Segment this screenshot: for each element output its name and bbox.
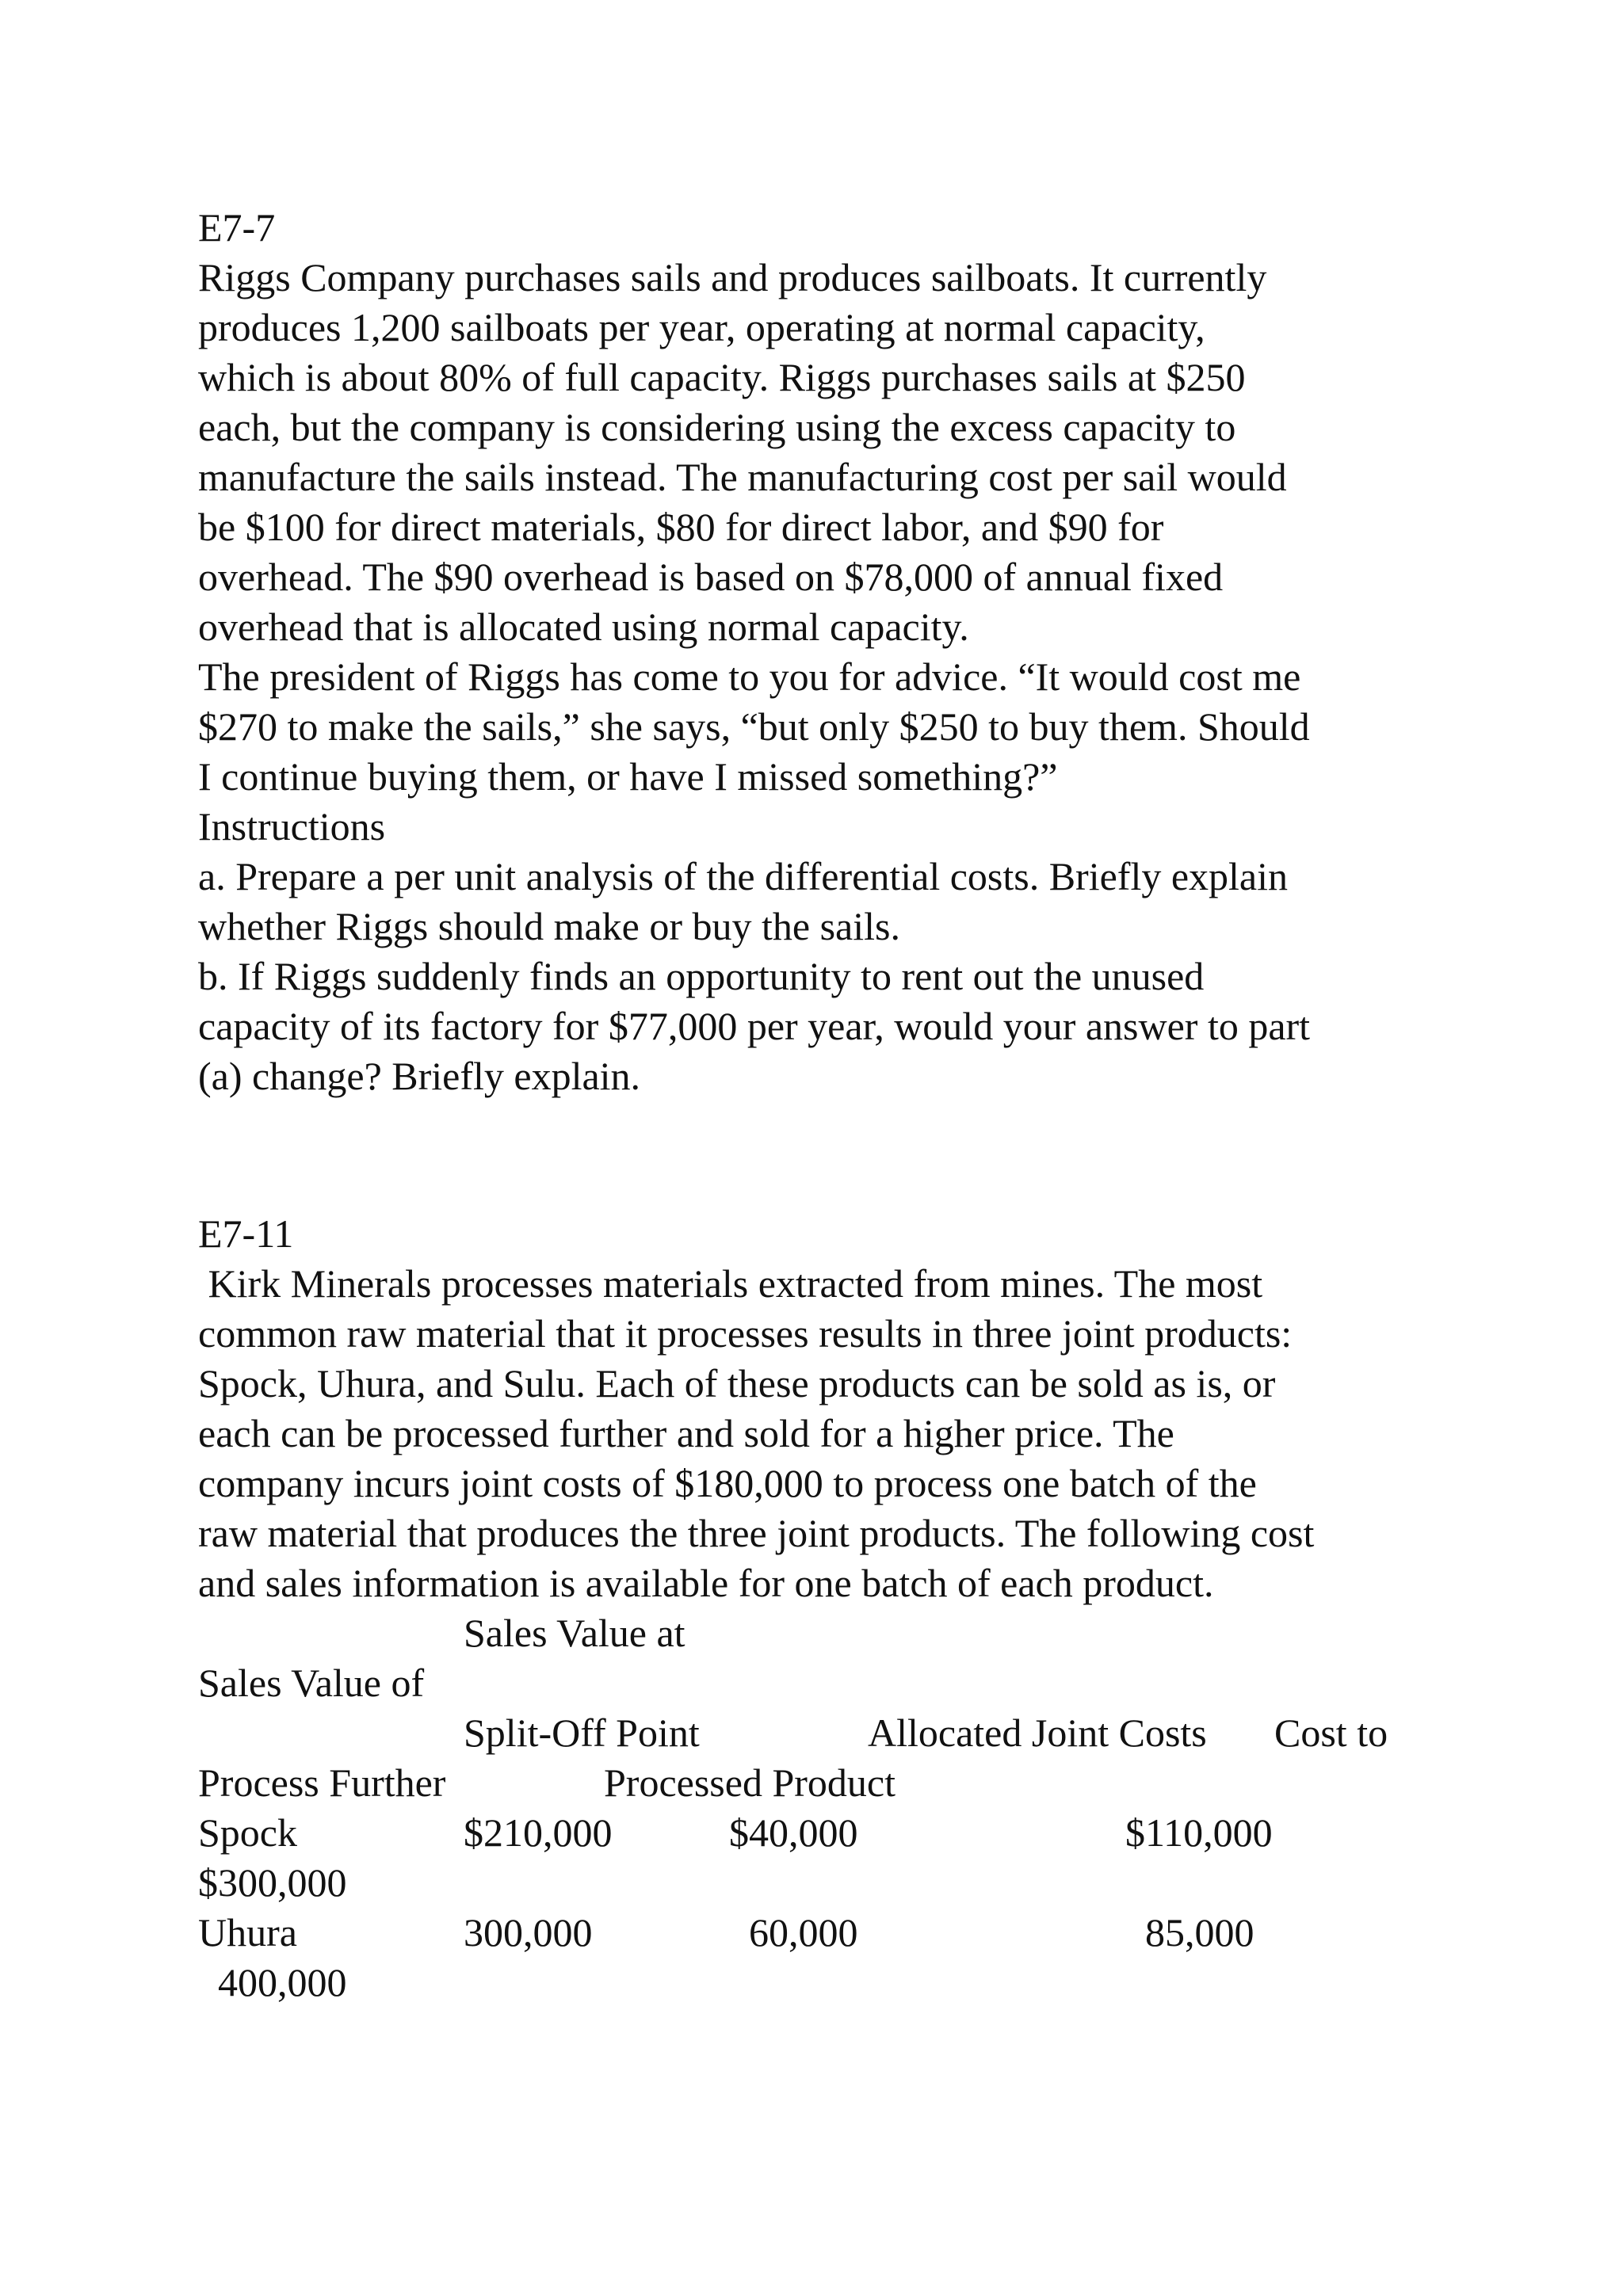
processed-value: $300,000 <box>198 1860 347 1905</box>
instruction-line: capacity of its factory for $77,000 per year, would your answer to part <box>198 1004 1311 1048</box>
column-header: Sales Value at <box>464 1611 685 1655</box>
paragraph-line: each, but the company is considering using the excess capacity to <box>198 405 1236 449</box>
instructions-heading: Instructions <box>198 804 386 849</box>
split-off-value: $210,000 <box>464 1810 613 1855</box>
column-header: Sales Value of <box>198 1661 425 1705</box>
column-header: Split-Off Point <box>464 1711 700 1755</box>
instruction-line: a. Prepare a per unit analysis of the differential costs. Briefly explain <box>198 854 1288 898</box>
column-header: Process Further <box>198 1760 446 1805</box>
column-header: Cost to <box>1274 1711 1388 1755</box>
split-off-value: 300,000 <box>464 1910 593 1955</box>
exercise-heading: E7-7 <box>198 205 276 250</box>
paragraph-line: company incurs joint costs of $180,000 to process one batch of the <box>198 1461 1257 1505</box>
cost-to-process: $110,000 <box>1125 1810 1273 1855</box>
paragraph-line: which is about 80% of full capacity. Riggs purchases sails at $250 <box>198 355 1246 399</box>
paragraph-line: raw material that produces the three joint products. The following cost <box>198 1511 1315 1555</box>
paragraph-line: Riggs Company purchases sails and produces sailboats. It currently <box>198 255 1267 299</box>
instruction-line: (a) change? Briefly explain. <box>198 1054 641 1098</box>
paragraph-line: overhead that is allocated using normal capacity. <box>198 605 969 649</box>
allocated-joint-costs: $40,000 <box>729 1810 858 1855</box>
exercise-heading: E7-11 <box>198 1211 294 1256</box>
paragraph-line: The president of Riggs has come to you for advice. “It would cost me <box>198 654 1301 699</box>
paragraph-line: produces 1,200 sailboats per year, operating at normal capacity, <box>198 305 1205 349</box>
paragraph-line: and sales information is available for one batch of each product. <box>198 1561 1214 1605</box>
processed-value: 400,000 <box>218 1960 347 2004</box>
instruction-line: whether Riggs should make or buy the sails. <box>198 904 900 948</box>
paragraph-line: $270 to make the sails,” she says, “but only $250 to buy them. Should <box>198 704 1310 749</box>
paragraph-line: each can be processed further and sold for a higher price. The <box>198 1411 1174 1455</box>
column-header: Processed Product <box>604 1760 896 1805</box>
paragraph-line: common raw material that it processes results in three joint products: <box>198 1311 1293 1356</box>
product-name: Uhura <box>198 1910 297 1955</box>
paragraph-line: manufacture the sails instead. The manufacturing cost per sail would <box>198 455 1287 499</box>
paragraph-line: I continue buying them, or have I missed something?” <box>198 754 1058 799</box>
paragraph-line: overhead. The $90 overhead is based on $78,000 of annual fixed <box>198 555 1224 599</box>
column-header: Allocated Joint Costs <box>868 1711 1207 1755</box>
paragraph-line: be $100 for direct materials, $80 for direct labor, and $90 for <box>198 505 1164 549</box>
allocated-joint-costs: 60,000 <box>749 1910 858 1955</box>
instruction-line: b. If Riggs suddenly finds an opportunity to rent out the unused <box>198 954 1205 998</box>
paragraph-line: Spock, Uhura, and Sulu. Each of these products can be sold as is, or <box>198 1361 1276 1405</box>
cost-to-process: 85,000 <box>1145 1910 1254 1955</box>
paragraph-line: Kirk Minerals processes materials extracted from mines. The most <box>198 1261 1263 1306</box>
product-name: Spock <box>198 1810 297 1855</box>
